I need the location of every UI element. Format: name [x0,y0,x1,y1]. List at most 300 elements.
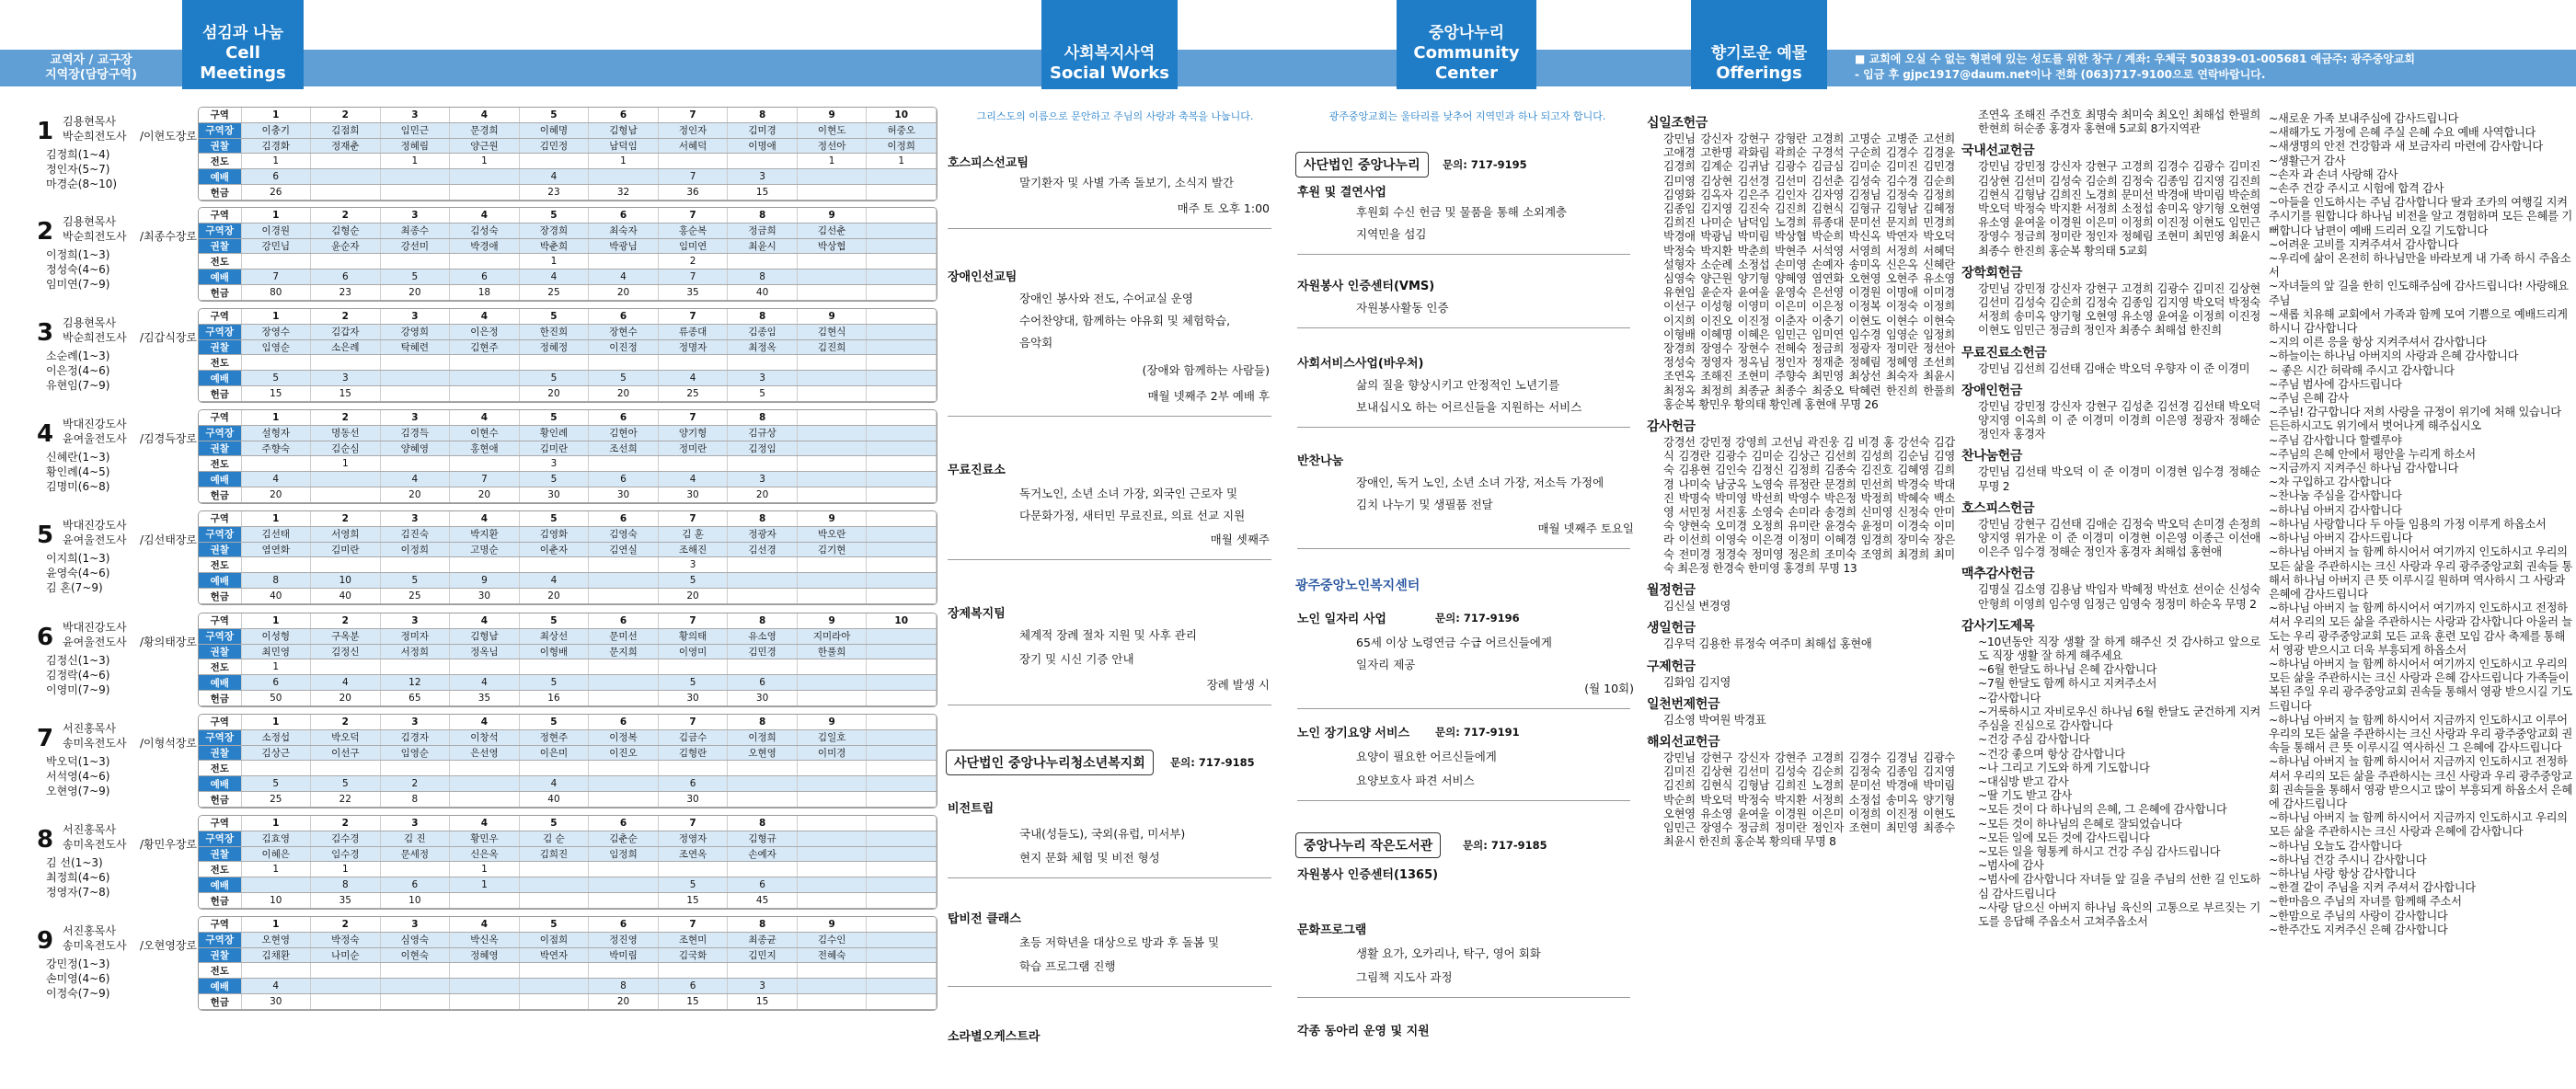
table-cell [867,185,937,201]
offering-names: 강민님 김선태 박오덕 이 준 이경미 이경현 임수경 정해순 무명 2 [1978,465,2260,493]
table-cell: 예배 [199,169,241,185]
table-cell: 2 [311,715,381,729]
table-cell: 전도 [199,659,241,675]
table-cell [797,441,867,456]
table-cell: 구역장 [199,223,241,238]
table-cell [797,573,867,589]
table-cell: 2 [311,108,381,122]
table-cell: 이은정 [450,324,520,339]
table-cell: 3 [380,917,450,932]
offering-names: 김신실 변경영 [1663,600,1731,613]
table-cell: 7 [241,269,311,285]
table-cell [380,185,450,201]
table-cell: 권찰 [199,138,241,154]
table-cell [589,675,659,691]
table-cell: 서정희 [380,644,450,659]
table-cell: 장경희 [519,223,589,238]
table-row [199,208,937,223]
table-cell: 40 [241,589,311,604]
cell-regions: 박오덕(1~3) 서석영(4~6) 오현영(7~9) [46,755,110,797]
table-cell: 이현수 [450,425,520,441]
table-cell: 30 [658,792,728,808]
table-cell: 8 [728,613,798,628]
community-line: 삶의 질을 향상시키고 안정적인 노년기를 [1356,378,1560,392]
table-cell [519,557,589,573]
table-cell: 3 [380,108,450,122]
social-line: 다문화가정, 새터민 무료진료, 의료 선교 지원 [1019,509,1246,522]
table-cell: 1 [241,659,311,675]
tab-community-center [1397,0,1536,92]
table-cell: 이정복 [589,729,659,745]
table-cell: 최종균 [728,932,798,947]
table-cell: 8 [728,410,798,425]
cell-group [9,714,929,808]
community-phone: 문의: 717-9196 [1435,612,1520,625]
table-cell [450,659,520,675]
offering-names: 강민님 강민정 강신자 강현구 고경희 김경수 김광수 김미진 김상현 김선미 김성숙 김순희 김정숙 김종임 김지영 김진희 김현식 김형남 김희진 노경희 문미선 박경애 박미림 박순희 박오덕 박정숙 박지환 서정희 소정섭 송미옥 양기형 오현영 유소영 윤여울 이경원 이은미 이정희 이진정 이현도 임민근 장영수 정금희 정미란 정인자 정혜림 조현미 최민영 최윤시 최종수 한진희 홍순복 황의태 5교회 [1978,160,2260,258]
cell-pastor [63,417,198,446]
table-cell: 3 [728,169,798,185]
table-cell: 1 [450,154,520,169]
table-cell: 5 [519,511,589,526]
table-cell: 이선구 [311,745,381,761]
table-cell: 전혜숙 [797,947,867,963]
offering-category: 월정헌금 [1647,583,1696,599]
cell-regions: 김 선(1~3) 최정희(4~6) 정영자(7~8) [46,856,110,899]
table-cell [797,816,867,831]
divider [948,877,1271,878]
table-cell [728,792,798,808]
table-cell: 구역장 [199,932,241,947]
table-cell: 6 [658,979,728,994]
divider [1297,427,1630,428]
table-cell: 25 [519,285,589,301]
table-cell: 20 [311,691,381,706]
table-cell [867,745,937,761]
table-cell: 이미경 [797,745,867,761]
table-cell [867,691,937,706]
table-row [199,994,937,1010]
cell-regions: 강민정(1~3) 손미영(4~6) 이정숙(7~9) [46,957,110,1000]
table-cell: 전도 [199,456,241,472]
cell-leader: /이현도장로 [140,130,198,143]
offering-names: 김명실 김소영 김용남 박임자 박혜정 박선호 선이순 신성숙 안형희 이영희 임수영 임정근 임영숙 정정미 하순옥 무명 2 [1978,583,2260,611]
table-cell [450,994,520,1010]
table-cell: 7 [658,917,728,932]
table-cell [311,472,381,487]
table-cell: 임정희 [589,846,659,862]
table-cell: 5 [658,877,728,893]
table-cell [867,932,937,947]
table-cell: 김현식 [797,324,867,339]
table-cell [380,169,450,185]
table-cell [797,410,867,425]
cell-regions: 김정신(1~3) 김정락(4~6) 이영미(7~9) [46,654,110,696]
table-cell: 설형자 [241,425,311,441]
table-cell: 12 [380,675,450,691]
table-cell: 1 [241,154,311,169]
table-cell: 김형남 [589,122,659,138]
cell-pastor [63,923,198,953]
table-cell [589,456,659,472]
table-cell [241,355,311,371]
offering-names: 강민님 강현구 강신자 강현주 고경희 김경수 김경님 김광수 김미진 김상현 김선미 김성숙 김순희 김정숙 김종임 김지영 김진희 김현식 김형남 김희진 노경희 문미선 박경애 박미림 박순희 박오덕 박정숙 박지환 서정희 소정섭 송미옥 양기형 오현영 유소영 윤여울 이경원 이은미 이정희 이진정 이현도 임민근 장영수 정금희 정미란 정인자 조현미 최민영 최종수 최윤시 한진희 홍순복 황의태 무명 8 [1663,751,1955,849]
account-notice: ■ 교회에 오실 수 없는 형편에 있는 성도를 위한 창구 / 계좌: 우체국 503839-01-005681 예금주: 광주중앙교회 - 입금 후 gjpc1917@daum.net이나 전화 (063)717-9100으로 연락바랍니다. [1855,52,2415,81]
table-cell: 20 [380,487,450,503]
table-cell [450,456,520,472]
table-cell: 5 [519,613,589,628]
social-line: 매월 넷째주 2부 예배 후 [1147,389,1270,403]
community-line: (월 10회) [1584,682,1634,695]
cell-regions: 이지희(1~3) 윤영숙(4~6) 김 혼(7~9) [46,552,110,594]
cell-number: 7 [37,725,54,752]
table-cell [519,963,589,979]
table-cell: 김수인 [797,932,867,947]
community-section-title: 각종 동아리 운영 및 지원 [1297,1025,1430,1038]
table-cell: 9 [797,108,867,122]
table-row [199,309,937,324]
table-cell: 헌금 [199,893,241,909]
cell-table [198,916,937,1011]
table-cell: 예배 [199,371,241,386]
table-cell [311,557,381,573]
table-row [199,487,937,503]
table-cell [797,862,867,877]
table-cell: 최민영 [241,644,311,659]
table-cell: 이진정 [589,339,659,355]
cell-leader: /최종수장로 [140,230,198,243]
table-cell: 6 [589,472,659,487]
table-cell [589,169,659,185]
table-cell: 2 [311,511,381,526]
community-phone: 문의: 717-9191 [1435,726,1520,739]
tab-title-ko: 섬김과 나눔 [201,24,284,42]
divider [1297,254,1630,255]
table-cell: 2 [311,208,381,223]
table-cell: 김진숙 [380,526,450,542]
table-row [199,691,937,706]
table-cell [519,979,589,994]
table-cell: 박오란 [797,526,867,542]
community-line: 후원회 수신 헌금 및 물품을 통해 소외계층 [1356,205,1568,219]
table-cell: 구역장 [199,729,241,745]
table-cell: 6 [380,877,450,893]
tab-cell-meetings [182,0,304,92]
table-cell [380,979,450,994]
table-cell: 구역 [199,208,241,223]
offering-category: 구제헌금 [1647,659,1696,674]
cell-pastor [63,721,198,751]
table-cell: 주향숙 [241,441,311,456]
table-cell: 박춘희 [519,238,589,254]
table-cell: 정광자 [728,526,798,542]
table-cell: 7 [658,108,728,122]
table-cell: 1 [797,154,867,169]
table-cell [797,425,867,441]
cell-group [9,207,929,302]
social-works-column [949,109,1281,131]
table-cell: 1 [241,108,311,122]
table-cell: 예배 [199,675,241,691]
social-line: 말기환자 및 사별 가족 돌보기, 소식지 발간 [1019,176,1235,189]
cell-table [198,409,937,504]
table-cell: 정옥님 [450,644,520,659]
community-section-title: 자원봉사 인증센터(1365) [1297,868,1439,882]
table-cell [728,254,798,269]
table-cell: 20 [589,285,659,301]
cell-group [9,409,929,504]
table-cell [450,557,520,573]
table-cell: 김형순 [311,223,381,238]
table-cell [450,792,520,808]
social-section-title: 무료진료소 [948,464,1006,477]
table-cell: 25 [380,589,450,604]
table-cell [797,269,867,285]
table-cell [867,573,937,589]
table-cell: 50 [241,691,311,706]
table-cell: 이현숙 [380,947,450,963]
table-cell: 김 훈 [658,526,728,542]
table-cell [380,994,450,1010]
table-cell: 탁혜련 [380,339,450,355]
social-section-title: 장제복지팀 [948,607,1006,621]
social-line: 매월 셋째주 [1210,533,1270,546]
table-cell [867,994,937,1010]
table-row [199,644,937,659]
table-cell: 3 [380,309,450,324]
table-cell: 6 [589,208,659,223]
table-cell: 정혜정 [519,339,589,355]
table-cell [797,761,867,776]
table-cell: 예배 [199,979,241,994]
table-cell: 문미선 [589,628,659,644]
table-cell: 4 [450,675,520,691]
table-cell [380,355,450,371]
table-cell: 10 [241,893,311,909]
table-cell: 심영숙 [380,932,450,947]
offering-category: 호스피스헌금 [1961,500,2035,516]
table-cell [797,659,867,675]
table-cell: 김갑자 [311,324,381,339]
table-cell [311,761,381,776]
table-cell: 윤순자 [311,238,381,254]
table-cell [589,589,659,604]
table-cell: 권찰 [199,644,241,659]
social-line: (장애와 함께하는 사람들) [1142,363,1270,377]
table-cell: 1 [380,154,450,169]
table-cell: 32 [589,185,659,201]
table-cell: 황인례 [519,425,589,441]
table-cell: 김현주 [450,339,520,355]
table-cell [867,425,937,441]
table-cell: 6 [589,309,659,324]
table-cell: 30 [519,487,589,503]
table-cell [867,169,937,185]
cell-regions: 소순례(1~3) 이은정(4~6) 유현임(7~9) [46,350,110,392]
table-cell: 이정희 [867,138,937,154]
table-cell [867,285,937,301]
table-cell: 정현주 [519,729,589,745]
table-cell [867,487,937,503]
table-cell [867,208,937,223]
table-cell: 구역 [199,816,241,831]
cell-pastor [63,620,198,649]
table-cell: 전도 [199,154,241,169]
offerings-column-3: ~새로운 가족 보내주심에 감사드립니다 ~새해가도 가정에 은혜 주실 은혜 수요 예배 사역합니다 ~새생명의 안전 건강함과 새 보금자리 마련에 감사합니다 ~생활근거 감사 ~손자 과 손녀 사랑해 감사 ~손주 건강 주시고 시험에 합격 감사 ~아들을 인도하시는 주님 감사합니다 딸과 조카의 여행길 지켜 주시기를 원합니다 하나님 비전을 알고 경험하며 모든 은혜를 기뻐합니다 남편이 예배 드리러 오길 기도합니다 ~어려운 고비를 지켜주셔서 감사합니다 ~우리에 삶이 온전히 하나님만을 바라보게 내 가족 하시 주옵소서 ~자녀들의 앞 길을 한히 인도해주심에 감사드립니다! 사랑해요 주님 ~새롭 치유해 교회에서 가족과 함께 모여 기쁨으로 예배드리게 하시니 감사합니다 ~지의 이른 응을 항상 지켜주셔서 감사합니다 ~하늘이는 하나님 아버지의 사랑과 은혜 감사합니다 ~ 좋은 시간 허락해 주시고 감사합니다 ~주님 범사에 감사드립니다 ~주님 은혜 감사 ~주님! 감구합니다 저희 사랑을 규정이 위기에 처해 있습니다 든든하시고도 위기에서 벗어나게 해주십시오 ~주님 감사합니다 할렐루야 ~주님의 은혜 안에서 평안을 누리게 하소서 ~지금까지 지켜주신 하나님 감사합니다 ~차 구입하고 감사합니다 ~찬나눔 주심을 감사합니다 ~하나님 아버지 감사합니다 ~하나님 사랑합니다 두 아들 임용의 가정 이루게 하옵소서 ~하나님 아버지 감사드립니다 ~하나님 아버지 늘 함께 하시어서 여기까지 인도하시고 우리의 모든 삶을 주관하시는 크신 사랑과 우리 광주중앙교회 권속들 통해서 하나님 아버지 큰 뜻 이루시길 원하며 역사하시 그 사랑과 은혜에 감사드립니다 ~하나님 아버지 늘 함께 하시어서 여기까지 인도하시고 전정하셔서 우리의 모든 삶을 주관하시는 사랑과 감사합니다 아울러 늘 도는 우리 광주중앙교회 모든 교육 훈련 모임 감사 축제를 통해서 영광 받으시고 더욱 부흥되게 하옵소서 ~하나님 아버지 늘 함께 하시어서 여기까지 인도하시고 우리의 모든 삶을 주관하시는 크신 사랑과 은혜 감사드립니다 가족들이 복된 주일 우리 광주중앙교회 권속들 통해서 영광 받으시길 기도드립니다 ~하나님 아버지 늘 함께 하시어서 지금까지 인도하시고 이루어 우리의 모든 삶을 주관하시는 크신 사랑과 우리 광주중앙교회 권속들 통해서 큰 뜻 이루시길 역사하신 그 은혜에 감사드립니다 ~하나님 아버지 늘 함께 하시어서 지금까지 인도하시고 전정하셔서 우리의 모든 삶을 주관하시는 크신 사랑과 우리 광주중앙교회 권속들을 통해서 영광 받으시고 많이 부흥되게 하옵소서 은혜에 감사드립니다 ~하나님 아버지 늘 함께 하시어서 지금까지 인도하시고 우리의 모든 삶을 주관하시는 크신 사랑과 은혜에 감사합니다 ~하나님 오늘도 감사합니다 ~하나님 건강 주시니 감사합니다 ~하나님 사랑 항상 감사합니다 ~한결 같이 주님을 지켜 주셔서 감사합니다 ~한마음으 주님의 자녀를 함께해 주소서 ~한맘으로 주님의 사랑이 감사합니다 ~한주간도 지켜주신 은혜 감사합니다 [2269,112,2572,936]
table-cell: 정재춘 [311,138,381,154]
table-cell: 임수경 [311,846,381,862]
table-cell: 8 [728,511,798,526]
table-cell [450,776,520,792]
table-cell: 8 [728,715,798,729]
table-cell: 김선춘 [797,223,867,238]
table-cell: 9 [797,309,867,324]
table-cell: 문지희 [589,644,659,659]
offering-names: 강경선 강민정 강영희 고선님 곽진웅 김 비경 홍 강선숙 김갑식 김경란 김광수 김미순 김상근 김선희 김성희 김순님 김영숙 김용현 김인숙 김정신 김정희 김종숙 김진호 김혜영 김희경 나미숙 남궁옥 노영숙 류정란 문경희 민선희 박경숙 박대진 박명숙 박미영 박선희 박영수 박은정 박정희 박혜숙 백소영 서민정 서진홍 소영숙 손미라 송경희 신미영 신정숙 안미숙 양현숙 오미경 오정희 유미란 윤경숙 윤정미 이경숙 이미라 이선희 이영숙 이은경 이정미 이혜경 임경희 장미숙 장은숙 전미경 정경숙 정미영 정은희 조미숙 조영희 최경희 최미숙 최은정 한경숙 한미영 홍경희 무명 13 [1663,436,1955,575]
table-cell: 허중오 [867,122,937,138]
community-section-title: 자원봉사 인증센터(VMS) [1297,280,1435,293]
table-cell: 조선희 [589,441,659,456]
table-cell: 김정신 [311,644,381,659]
cell-pastor-name: 박대진강도사 윤여울전도사 [63,519,127,546]
table-cell: 26 [241,185,311,201]
table-cell: 김기현 [797,542,867,557]
table-cell: 헌금 [199,792,241,808]
table-cell: 정진영 [589,932,659,947]
table-cell [241,557,311,573]
social-line: 초등 저학년을 대상으로 방과 후 돌봄 및 [1019,935,1220,949]
offering-names: 김우덕 김용한 류정숙 여주미 최해섭 홍현애 [1663,637,1872,651]
table-cell [797,691,867,706]
table-cell: 예배 [199,472,241,487]
table-cell: 7 [658,169,728,185]
table-cell: 김형남 [450,628,520,644]
table-cell: 8 [728,309,798,324]
community-line: 요양이 필요한 어르신들에게 [1356,750,1497,763]
table-cell [728,154,798,169]
table-cell [589,877,659,893]
table-cell: 1 [867,154,937,169]
offering-names: ~10년동안 직장 생활 잘 하게 해주신 것 감사하고 앞으로도 직장 생활 잘 하게 해주세요 ~6월 한달도 하나님 은혜 감사합니다 ~7월 한달도 함께 하시고 지켜주소서 ~감사합니다 ~거룩하시고 자비로우신 하나님 6월 한달도 굳건하게 지켜주심을 진심으로 감사합니다 ~건강 주심 감사합니다 ~건강 좋으며 항상 감사합니다 ~나 그리고 기도와 하게 기도합니다 ~대심방 받고 감사 ~딸 기도 받고 감사 ~모든 것이 다 하나님의 은혜, 그 은혜에 감사합니다 ~모든 것이 하나님의 은혜로 잘되었습니다 ~모든 일에 모든 것에 감사드립니다 ~모든 일을 형통케 하시고 건강 주심 감사드립니다 ~범사에 감사 ~범사에 감사합니다 자녀들 앞 길을 주님의 선한 길 인도하심 감사드립니다 ~사랑 담으신 아버지 하나님 육신의 고통으로 부르짖는 기도를 응답해 주옵소서 고쳐주옵소서 [1978,635,2260,928]
cell-leader: /김선태장로 [140,533,198,546]
table-cell [450,386,520,402]
table-cell [658,154,728,169]
offerings-column-1 [1647,109,1955,849]
social-line: 체계적 장례 절차 지원 및 사후 관리 [1019,628,1197,642]
table-cell [519,355,589,371]
table-cell [867,456,937,472]
table-cell: 최정옥 [728,339,798,355]
table-cell: 4 [450,816,520,831]
table-cell [380,761,450,776]
table-cell: 김수경 [311,831,381,846]
table-cell: 이진오 [589,745,659,761]
community-line: 보내십시오 하는 어르신들을 지원하는 서비스 [1356,400,1582,414]
table-cell: 이혜은 [241,846,311,862]
community-line: 지역민을 섬김 [1356,227,1427,241]
table-cell [867,846,937,862]
table-cell: 최상선 [519,628,589,644]
social-phone: 문의: 717-9185 [1170,756,1255,769]
community-line: 생활 요가, 오카리나, 탁구, 영어 회화 [1356,946,1541,960]
offering-names: 강민님 강신자 강현구 강형란 고경희 고명순 고병준 고선희 고애경 고한명 곽화림 곽희순 구경석 구순희 김경수 김경윤 김경희 김계순 김귀남 김광수 김금심 김미순 김미진 김민경 김미영 김상현 김선경 김선미 김선춘 김성숙 김수경 김순희 김영화 김옥자 김은주 김인자 김자영 김정님 김정숙 김정희 김종임 김지영 김진숙 김진희 김현식 김형규 김형남 김혜정 김희진 나미순 남덕임 노경희 류종대 문미선 문지희 민경희 박경애 박광님 박미림 박상협 박순희 박신옥 박연자 박오덕 박정숙 박지환 박춘희 박현주 서석영 서영희 서정희 서혜덕 설형자 소순례 소정섭 손미영 손예자 송미옥 신은옥 신혜란 심영숙 양근원 양기형 양혜영 염연화 오현영 오현주 유소영 유현임 윤순자 윤여울 윤영숙 은선영 이경원 이명애 이미경 이선구 이성형 이영미 이은미 이은정 이정복 이정숙 이정희 이지희 이진오 이진정 이춘자 이충기 이현도 이현수 이현숙 이형배 이혜명 이혜은 임민근 임미연 임수경 임영순 임정희 장경희 장영수 장현수 전혜숙 정금희 정광자 정미란 정선아 정성숙 정영자 정옥님 정인자 정재춘 정혜림 정혜영 조선희 조연옥 조해진 조현미 주향숙 최민영 최상선 최숙자 최윤시 최정옥 최정희 최종균 최종수 최중오 탁혜련 한진희 한풀희 홍순복 황민우 황의태 황인례 홍현애 무명 26 [1663,132,1955,411]
table-row [199,472,937,487]
table-row [199,441,937,456]
cell-number: 9 [37,927,54,955]
table-cell [241,761,311,776]
community-intro: 광주중앙교회는 울타리를 낮추어 지역민과 하나 되고자 합니다. [1328,110,1606,122]
table-cell: 김정임 [728,441,798,456]
cell-pastor-name: 김용현목사 박순희전도사 [63,115,127,143]
table-cell: 6 [589,917,659,932]
table-cell: 황민우 [450,831,520,846]
table-cell [311,979,381,994]
tab-title-ko: 중앙나누리 [1428,24,1505,42]
table-cell: 1 [450,862,520,877]
table-row [199,542,937,557]
table-row [199,254,937,269]
cell-number: 4 [37,420,54,448]
table-cell: 25 [658,386,728,402]
community-section-title: 문화프로그램 [1297,923,1367,937]
table-row [199,285,937,301]
table-cell: 20 [519,589,589,604]
table-cell: 1 [241,410,311,425]
offering-category: 십일조헌금 [1647,116,1708,131]
table-cell [728,589,798,604]
table-cell: 김효영 [241,831,311,846]
table-cell [728,963,798,979]
table-cell [867,715,937,729]
table-row [199,675,937,691]
table-cell: 정선아 [797,138,867,154]
table-cell [311,169,381,185]
table-cell: 65 [380,691,450,706]
community-section-title: 노인 일자리 사업 [1297,613,1386,626]
table-cell: 정인자 [658,122,728,138]
table-cell [728,862,798,877]
table-cell: 30 [658,487,728,503]
table-cell: 한풀희 [797,644,867,659]
table-cell: 박정숙 [311,932,381,947]
table-cell: 이경원 [241,223,311,238]
table-cell: 2 [658,254,728,269]
table-cell: 김점희 [311,122,381,138]
cell-regions: 이정희(1~3) 정성숙(4~6) 임미연(7~9) [46,248,110,291]
table-cell [867,862,937,877]
table-cell [867,893,937,909]
table-cell [867,761,937,776]
community-line: 김치 나누기 및 생필품 전달 [1356,498,1493,511]
table-cell: 23 [519,185,589,201]
table-cell: 30 [241,994,311,1010]
table-cell: 6 [589,511,659,526]
table-cell: 권찰 [199,846,241,862]
table-row [199,122,937,138]
table-cell [728,761,798,776]
community-line: 자원봉사활동 인증 [1356,301,1449,315]
table-row [199,776,937,792]
cell-leader: /김경득장로 [140,432,198,445]
table-cell: 1 [241,816,311,831]
table-cell [658,355,728,371]
table-cell: 권찰 [199,441,241,456]
offering-category: 감사헌금 [1647,419,1696,435]
table-cell: 장현수 [589,324,659,339]
table-cell [867,729,937,745]
table-cell: 4 [519,573,589,589]
table-cell [380,659,450,675]
